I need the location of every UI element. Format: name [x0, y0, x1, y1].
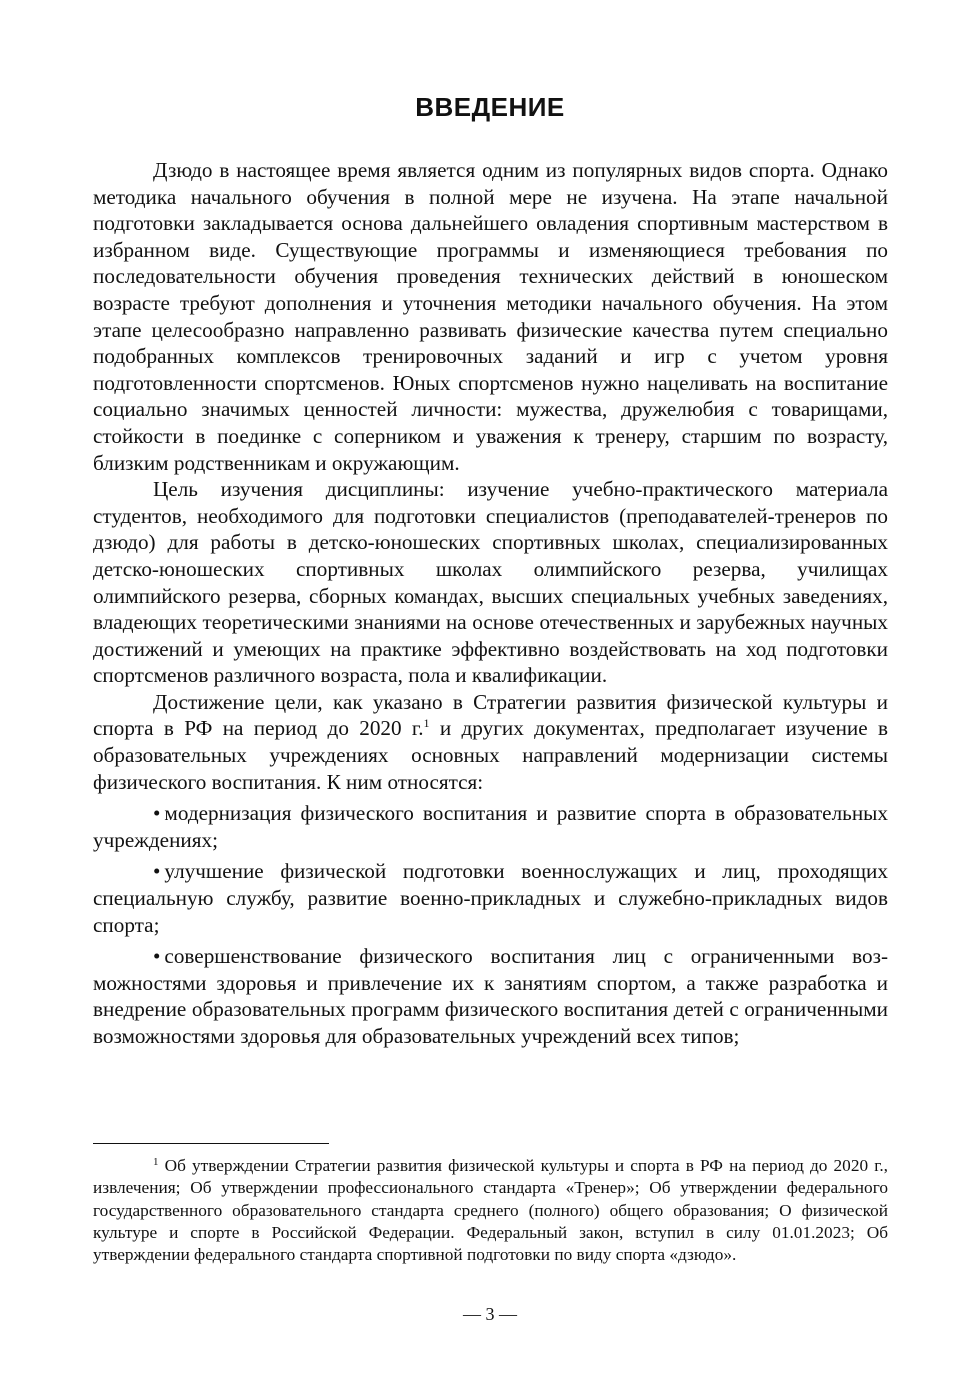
bullet-icon: • — [153, 801, 161, 826]
footnote-divider — [93, 1143, 329, 1144]
list-item — [93, 800, 888, 853]
footnote — [93, 1155, 888, 1266]
list-item-text: улучшение физической подготовки военнослужащих и лиц, проходящих специальную службу, развитие военно-прикладных и служебно-прикладных видов спорта; — [93, 859, 888, 937]
footnote-body: Об утверждении Стратегии развития физической культуры и спорта в РФ на период до 2020 г., извлечения; Об утверждении профессионального стандарта «Тренер»; Об утверждении федерального государственного образовательного стандарта среднего (полного) общего образования; О физической культуре и спорте в Российской Федерации. Федеральный закон, вступил в силу 01.01.2023; Об утверждении федерального стандарта спортивной подготовки по виду спорта «дзюдо». — [93, 1156, 888, 1265]
list-item-text: модернизация физического воспитания и развитие спорта в образовательных учреждениях; — [93, 801, 888, 852]
paragraph-strategy — [93, 689, 888, 795]
page-title: ВВЕДЕНИЕ — [415, 92, 565, 122]
body-text — [93, 157, 888, 1050]
footnote-text — [93, 1155, 888, 1266]
list-item-text: совершенствование физического воспитания лиц с ограниченными возможностями здоровья и привлечение их к занятиям спортом, а также разработка и внедрение образовательных программ физического воспитания детей с ограниченными возможностями здоровья для образовательных учреждений всех типов; — [93, 944, 888, 1048]
strategy-text-after: и других документах, предполагает изучение в образовательных учреждениях основных направлений модернизации системы физического воспитания. К ним относятся: — [93, 716, 888, 794]
bullet-icon: • — [153, 859, 161, 884]
paragraph-goal: Цель изучения дисциплины: изучение учебно-практического материала студентов, необходимого для подготовки специалистов (преподавателей-тренеров по дзюдо) для работы в детско-юношеских спортивных школах, специализированных детско-юношеских спортивных школах олимпийского резерва, училищах олимпийского резерва, сборных командах, высших специальных учебных заведениях, владеющих теоретическими знаниями на основе отечественных и зарубежных научных достижений и умеющих на практике эффективно воздействовать на ход подготовки спортсменов различного возраста, пола и квалификации. — [93, 477, 888, 688]
footnote-reference[interactable]: 1 — [423, 716, 430, 731]
strategy-text-before: Достижение цели, как указано в Стратегии развития физической культуры и спорта в РФ на период до 2020 г. — [93, 689, 888, 741]
footnote-mark: 1 — [153, 1156, 159, 1168]
list-item — [93, 943, 888, 1049]
paragraph-intro: Дзюдо в настоящее время является одним из популярных видов спорта. Однако методика начального обучения в полной мере не изучена. На этапе начальной подготовки закладывается основа дальнейшего овладения спортивным мастерством в избранном виде. Существующие программы и изменяющиеся требования по последовательности обучения проведения технических действий в юношеском возрасте требуют дополнения и уточнения методики начального обучения. На этом этапе целесообразно направленно развивать физические качества путем специально подобранных комплексов тренировочных заданий и игр с учетом уровня подготовленности спортсменов. Юных спортсменов нужно нацеливать на воспитание социально значимых ценностей личности: мужества, дружелюбия с товарищами, стойкости в поединке с соперником и уважения к тренеру, старшим по возрасту, близким родственникам и окружающим. — [93, 158, 888, 475]
list-item — [93, 858, 888, 938]
bullet-icon: • — [153, 944, 161, 969]
page-number: — 3 — — [463, 1304, 517, 1324]
